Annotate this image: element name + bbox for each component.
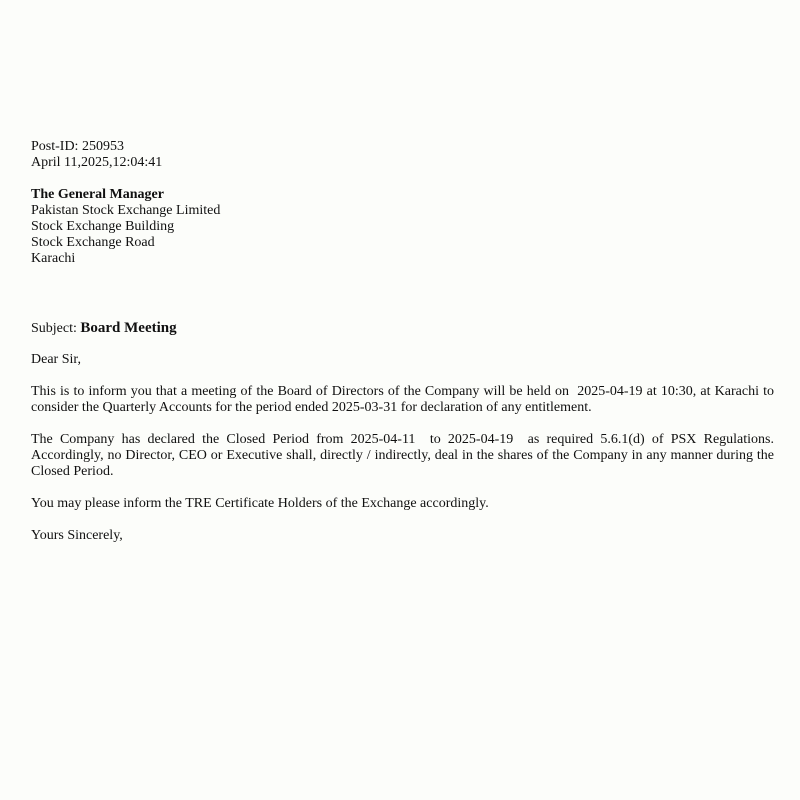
closing: Yours Sincerely, (31, 528, 123, 543)
recipient-block (31, 187, 774, 267)
recipient-address-line-3: Stock Exchange Road (31, 235, 155, 250)
salutation: Dear Sir, (31, 352, 81, 367)
recipient-address-line-1: Pakistan Stock Exchange Limited (31, 203, 221, 218)
body-paragraph-1: This is to inform you that a meeting of the Board of Directors of the Company will be held on 2025-04-19 at 10:30, at Karachi to consider the Quarterly Accounts for the period ended 2025-03-31 for declaration of any entitlement. (31, 384, 778, 415)
recipient-name: The General Manager (31, 187, 164, 202)
recipient-address-line-2: Stock Exchange Building (31, 219, 175, 234)
post-id: Post-ID: 250953 (31, 139, 124, 154)
subject-label: Subject: (31, 321, 77, 336)
subject-row (31, 320, 774, 337)
body-paragraph-3: You may please inform the TRE Certificate Holders of the Exchange accordingly. (31, 496, 489, 511)
body-paragraph-2: The Company has declared the Closed Period from 2025-04-11 to 2025-04-19 as required 5.6.1(d) of PSX Regulations. Accordingly, no Director, CEO or Executive shall, directly / indirectly, deal in the shares of the Company in any manner during the Closed Period. (31, 432, 778, 479)
subject-value: Board Meeting (80, 320, 177, 336)
date-time: April 11,2025,12:04:41 (31, 155, 163, 170)
meta-block (31, 139, 774, 171)
recipient-address-line-4: Karachi (31, 251, 76, 266)
